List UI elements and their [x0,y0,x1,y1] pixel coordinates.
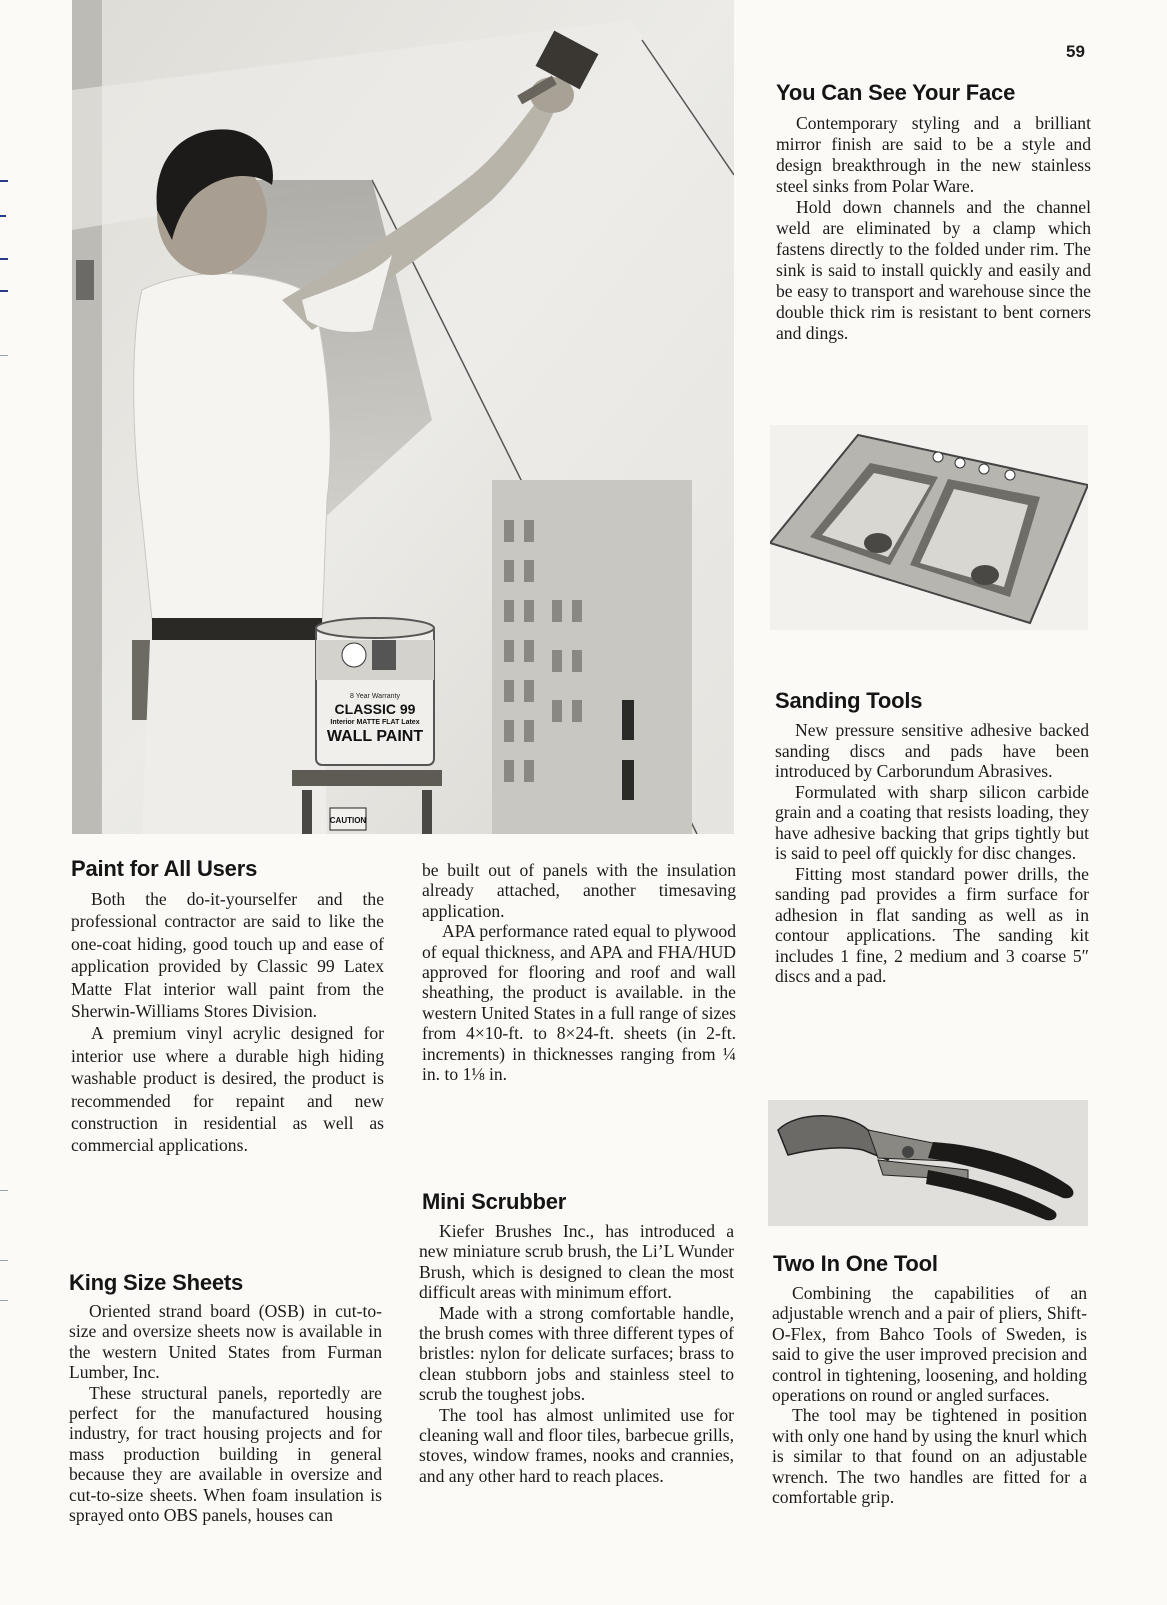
registration-mark [0,1260,8,1261]
article-paragraph: be built out of panels with the insulation already attached, another timesaving application. [422,860,736,921]
article-paragraph: Oriented strand board (OSB) in cut-to-size and oversize sheets now is available in the western United States from Furman Lumber, Inc. [69,1301,382,1383]
article-paragraph: These structural panels, reportedly are perfect for the manufactured housing industry, for tract housing projects and for mass production building in general because they are available in oversize and cut-to-size sheets. When foam insulation is sprayed onto OBS panels, houses can [69,1382,382,1526]
heading-paint: Paint for All Users [71,856,258,881]
registration-mark [0,290,8,292]
article-paragraph: The tool may be tightened in position with only one hand by using the knurl which is similar to that found on an adjustable wrench. The two handles are fitted for a comfortable grip. [772,1405,1087,1508]
article-face-body [776,113,1091,344]
page-number: 59 [1066,42,1085,61]
article-paragraph: Fitting most standard power drills, the sanding pad provides a firm surface for adhesion in flat sanding as well as in contour applications. The sanding kit includes 1 fine, 2 medium and 3 coarse 5″ discs and a pad. [775,863,1089,986]
article-paragraph: Hold down channels and the channel weld are eliminated by a clamp which fastens directly to the folded under rim. The sink is said to install quickly and easily and be easy to transport and warehouse since the double thick rim is resistant to bent corners and dings. [776,197,1091,343]
heading-sanding: Sanding Tools [775,688,923,713]
sink-photo [770,425,1088,630]
registration-mark [0,215,6,217]
article-paragraph: APA performance rated equal to plywood of equal thickness, and APA and FHA/HUD approved for flooring and roof and wall sheathing, the product is available. in the western United States in a full range of sizes from 4×10-ft. to 8×24-ft. sheets (in 2-ft. increments) in thicknesses ranging from ¼ in. to 1⅛ in. [422,921,736,1085]
article-paragraph: New pressure sensitive adhesive backed sanding discs and pads have been introduced by Carborundum Abrasives. [775,720,1089,781]
article-king-body [69,1301,382,1525]
registration-mark [0,258,8,260]
article-two-in-one-body [772,1283,1087,1507]
paint-can-warranty: 8 Year Warranty [350,693,400,700]
article-paragraph: A premium vinyl acrylic designed for interior use where a durable high hiding washable product is desired, the product is recommended for repaint and new construction in residential as well as commercial applications. [71,1023,384,1156]
registration-mark [0,1300,8,1301]
article-king-continued [422,860,736,1084]
article-paragraph: Formulated with sharp silicon carbide grain and a coating that resists loading, they have adhesive backing that grips tightly but is said to peel off quickly for disc changes. [775,781,1089,863]
article-paragraph: Both the do-it-yourselfer and the professional contractor are said to like the one-coat hiding, good touch up and ease of application provided by Classic 99 Latex Matte Flat interior wall paint from the Sherwin-Williams Stores Division. [71,889,384,1022]
heading-two-in-one: Two In One Tool [773,1251,938,1276]
article-paragraph: Contemporary styling and a brilliant mirror finish are said to be a style and design breakthrough in the new stainless steel sinks from Polar Ware. [776,113,1091,196]
paint-can-product: WALL PAINT [326,728,424,745]
article-scrubber-body [419,1221,734,1486]
article-sanding-body [775,720,1089,987]
pliers-photo [768,1100,1088,1226]
heading-scrubber: Mini Scrubber [422,1189,567,1214]
paint-can-type: Interior MATTE FLAT Latex [330,719,420,726]
registration-mark [0,355,8,356]
paint-can-brand: CLASSIC 99 [334,701,416,717]
article-paragraph: Made with a strong comfortable handle, the brush comes with three different types of bristles: nylon for delicate surfaces; brass to clean stubborn jobs and stainless steel to scrub the toughest jobs. [419,1302,734,1405]
article-paint-body [71,888,384,1157]
heading-king: King Size Sheets [69,1270,244,1295]
registration-mark [0,1190,8,1191]
article-paragraph: Combining the capabilities of an adjustable wrench and a pair of pliers, Shift-O-Flex, from Bahco Tools of Sweden, is said to give the user improved precision and control in tightening, loosening, and holding operations on round or angled surfaces. [772,1283,1087,1406]
article-paragraph: Kiefer Brushes Inc., has introduced a new miniature scrub brush, the Li’L Wunder Brush, which is designed to clean the most difficult areas with minimum effort. [419,1221,734,1303]
heading-face: You Can See Your Face [776,80,1016,105]
ladder-caution-label: CAUTION [329,816,367,825]
article-paragraph: The tool has almost unlimited use for cleaning wall and floor tiles, barbecue grills, stoves, window frames, nooks and crannies, and any other hard to reach places. [419,1404,734,1486]
painter-photo [72,0,734,834]
registration-mark [0,180,8,182]
